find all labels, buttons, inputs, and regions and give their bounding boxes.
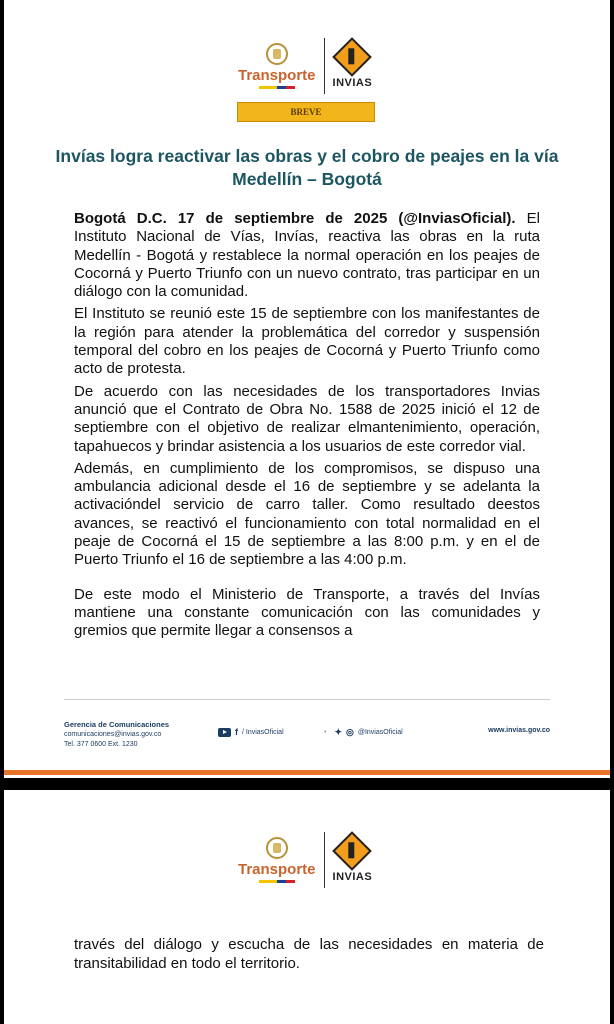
document-page-2	[4, 790, 610, 1024]
colombia-emblem-icon	[266, 837, 288, 859]
invias-logo: INVIAS	[333, 837, 373, 883]
paragraph-1: Bogotá D.C. 17 de septiembre de 2025 (@InviasOficial). El Instituto Nacional de Vías, Invías, reactiva las obras en la ruta Medellín - Bogotá y restablece la normal operación en los peajes de Cocorná y Puerto Triunfo con un nuevo contrato, tras participar en un diálogo con la comunidad.	[74, 210, 540, 301]
colombia-flag-icon	[259, 880, 295, 883]
article-body	[74, 210, 540, 645]
social-handle-2[interactable]: @InviasOficial	[357, 729, 403, 736]
instagram-icon[interactable]: ◎	[346, 727, 354, 737]
document-page-1	[4, 0, 610, 778]
header-logos-page-2	[238, 832, 372, 888]
paragraph-6: través del diálogo y escucha de las necesidades en materia de transitabilidad en todo el territorio.	[74, 936, 544, 972]
footer-phone: Tel. 377 0600 Ext. 1230	[64, 741, 138, 748]
footer-email[interactable]: comunicaciones@invias.gov.co	[64, 731, 162, 738]
facebook-icon[interactable]: f	[235, 727, 238, 737]
twitter-icon[interactable]: ✦	[334, 727, 342, 737]
paragraph-3: De acuerdo con las necesidades de los transportadores Invias anunció que el Contrato de Obra No. 1588 de 2025 inició el 12 de septiembre con el objetivo de realizar elmantenimiento, operación, tapahuecos y brindar asistencia a los usuarios de este corredor vial.	[74, 382, 540, 455]
footer-social-2	[320, 727, 403, 738]
colombia-flag-icon	[259, 86, 295, 89]
logo-divider	[324, 832, 325, 888]
header-logos	[238, 38, 372, 94]
dateline: Bogotá D.C. 17 de septiembre de 2025 (@InviasOficial).	[74, 210, 516, 227]
transporte-logo: Transporte	[238, 43, 316, 89]
paragraph-5: De este modo el Ministerio de Transporte, a través del Invías mantiene una constante comunicación con las comunidades y gremios que permite llegar a consensos a	[74, 585, 540, 640]
page-footer	[64, 718, 550, 752]
paragraph-4: Además, en cumplimiento de los compromisos, se dispuso una ambulancia adicional desde el 16 de septiembre y se adelanta la activacióndel servicio de carro taller. Como resultado deestos avances, se reactivó el funcionamiento con total normalidad en el peaje de Cocorná el 15 de septiembre a las 8:00 p.m. y en el de Puerto Triunfo el 16 de septiembre a las 4:00 p.m.	[74, 459, 540, 569]
youtube-icon[interactable]	[218, 728, 231, 737]
invias-diamond-icon	[333, 831, 373, 871]
colombia-emblem-icon	[266, 43, 288, 65]
page-bottom-rule	[4, 770, 610, 775]
footer-contact: Gerencia de Comunicaciones comunicaciones@invias.gov.co Tel. 377 0600 Ext. 1230	[64, 720, 170, 748]
invias-diamond-icon	[333, 37, 373, 77]
page-title: Invías logra reactivar las obras y el cobro de peajes en la vía Medellín – Bogotá	[55, 146, 559, 189]
footer-divider	[64, 699, 550, 700]
breve-badge: BREVE	[237, 102, 375, 122]
footer-website[interactable]: www.invias.gov.co	[488, 727, 550, 734]
social-handle-1[interactable]: / InviasOficial	[242, 728, 284, 736]
separator-dot: •	[324, 729, 327, 736]
transporte-logo: Transporte	[238, 837, 316, 883]
logo-divider	[324, 38, 325, 94]
footer-social-1	[218, 727, 284, 737]
paragraph-2: El Instituto se reunió este 15 de septiembre con los manifestantes de la región para atender la problemática del corredor y suspensión temporal del cobro en los peajes de Cocorná y Puerto Triunfo como acto de protesta.	[74, 305, 540, 378]
invias-logo: INVIAS	[333, 43, 373, 89]
